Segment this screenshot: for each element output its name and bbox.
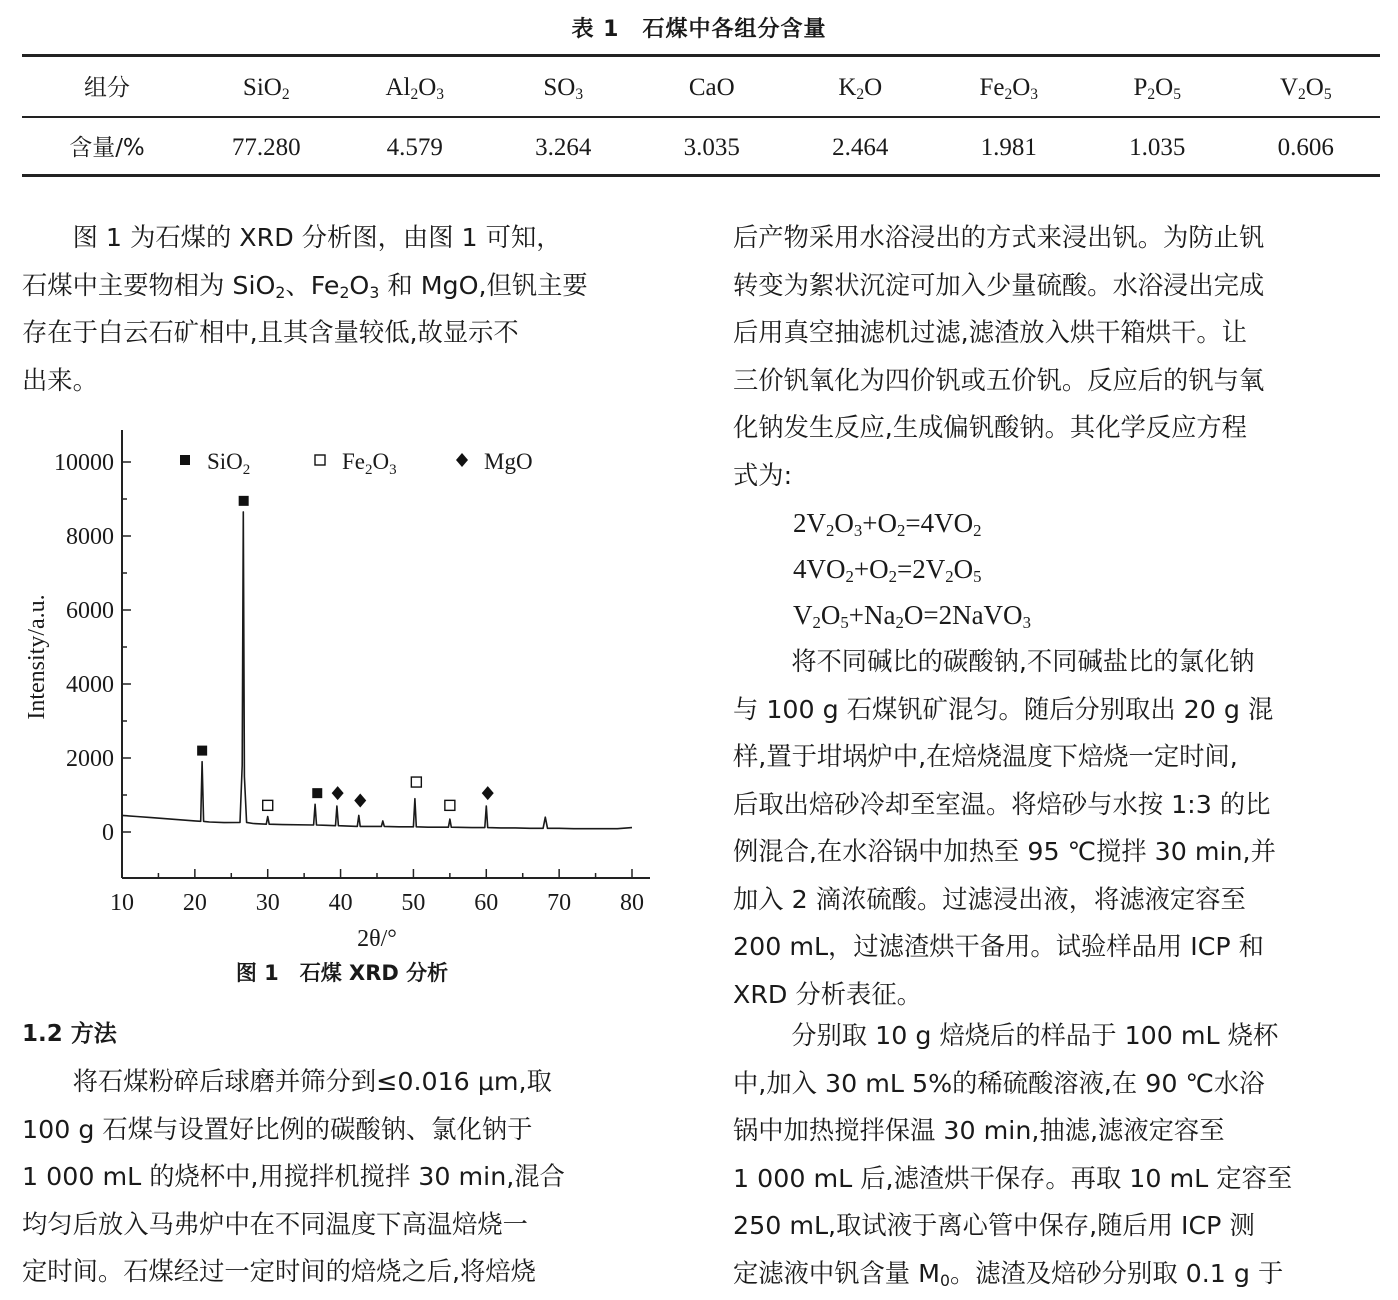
text-line: 后用真空抽滤机过滤,滤渣放入烘干箱烘干。让: [733, 318, 1247, 347]
table-col-label: $Al_2O_3$: [385, 74, 445, 103]
peak-marker: [263, 800, 273, 810]
table-bottom-rule: [22, 174, 1380, 177]
equation-2: $4VO_2+O_2=2V_2O_5$: [793, 554, 982, 587]
table-header-row: [22, 68, 1380, 108]
y-tick-label: 0: [102, 820, 114, 846]
peak-marker: [482, 786, 494, 800]
y-axis-label: Intensity/a.u.: [24, 594, 50, 720]
y-tick-label: 8000: [66, 524, 114, 550]
text-line: 存在于白云石矿相中,且其含量较低,故显示不: [22, 318, 519, 347]
x-axis-label: 2θ/°: [357, 926, 397, 950]
text-line: 定滤液中钒含量 $M_0$。滤渣及焙砂分别取 0.1 g 于: [733, 1258, 1284, 1290]
table-top-rule: [22, 54, 1380, 57]
table-cell-value: 4.579: [386, 134, 443, 161]
legend-marker: [456, 453, 468, 467]
table-col-label: $SO_3$: [543, 74, 584, 103]
legend-marker: [315, 455, 325, 465]
peak-marker: [445, 800, 455, 810]
table-cell-value: 0.606: [1277, 134, 1334, 161]
legend-marker: [180, 455, 190, 465]
table-cell-value: 3.264: [535, 134, 592, 161]
text-line: 化钠发生反应,生成偏钒酸钠。其化学反应方程: [733, 413, 1247, 442]
peak-marker: [312, 788, 322, 798]
table-row-header: 组分: [84, 75, 130, 101]
text-line: 出来。: [22, 365, 98, 395]
text-line: 石煤中主要物相为 SiO$_2$、$Fe_2O_3$ 和 MgO,但钒主要: [22, 270, 588, 302]
x-tick-label: 50: [401, 890, 426, 916]
text-line: 200 mL，过滤渣烘干备用。试验样品用 ICP 和: [733, 932, 1264, 961]
text-line: 将不同碱比的碳酸钠,不同碱盐比的氯化钠: [791, 647, 1255, 676]
table-row-header: 含量/%: [69, 135, 145, 161]
right-paragraph-3: [733, 1012, 1381, 1297]
text-line: 例混合,在水浴锅中加热至 95 ℃搅拌 30 min,并: [733, 837, 1276, 866]
peak-marker: [332, 786, 344, 800]
table-col-label: $V_2O_5$: [1279, 74, 1332, 103]
right-paragraph-1: [733, 214, 1381, 499]
text-line: 样,置于坩埚炉中,在焙烧温度下焙烧一定时间,: [733, 742, 1238, 771]
intro-paragraph: [22, 214, 662, 404]
table-cell-value: 1.035: [1129, 134, 1186, 161]
text-line: 锅中加热搅拌保温 30 min,抽滤,滤液定容至: [733, 1116, 1225, 1145]
table-col-label: SiO$_2$: [242, 74, 290, 103]
right-paragraph-2: [733, 638, 1381, 1018]
text-line: 均匀后放入马弗炉中在不同温度下高温焙烧一: [22, 1209, 528, 1239]
xrd-chart: [0, 400, 680, 950]
method-paragraph: [22, 1058, 662, 1296]
x-tick-label: 20: [182, 890, 207, 916]
table-mid-rule: [22, 116, 1380, 118]
x-tick-label: 10: [110, 890, 134, 916]
text-line: 定时间。石煤经过一定时间的焙烧之后,将焙烧: [22, 1257, 536, 1286]
table-cell-value: 3.035: [683, 134, 740, 161]
y-tick-label: 4000: [66, 672, 114, 698]
y-tick-label: 10000: [54, 450, 114, 476]
peak-marker: [197, 746, 207, 756]
table-cell-value: 1.981: [980, 134, 1037, 161]
text-line: 加入 2 滴浓硫酸。过滤浸出液，将滤液定容至: [733, 884, 1246, 914]
table-value-row: [22, 128, 1380, 168]
text-line: 图 1 为石煤的 XRD 分析图，由图 1 可知，: [72, 223, 562, 252]
x-tick-label: 70: [547, 890, 572, 916]
equation-1: $2V_2O_3+O_2=4VO_2$: [793, 508, 982, 541]
section-heading: 1.2 方法: [22, 1021, 117, 1047]
table-title: 表 1 石煤中各组分含量: [571, 17, 827, 42]
text-line: XRD 分析表征。: [733, 979, 922, 1009]
text-line: 中,加入 30 mL 5%的稀硫酸溶液,在 90 ℃水浴: [733, 1068, 1265, 1098]
peak-marker: [411, 777, 421, 787]
equation-3: $V_2O_5+Na_2O=2NaVO_3$: [793, 600, 1031, 633]
text-line: 后取出焙砂冷却至室温。将焙砂与水按 1:3 的比: [733, 789, 1271, 819]
peak-marker: [239, 496, 249, 506]
table-cell-value: 2.464: [832, 134, 889, 161]
y-tick-label: 2000: [66, 746, 114, 772]
legend-label: MgO: [484, 449, 533, 474]
legend-label: $Fe_2O_3$: [342, 449, 397, 478]
text-line: 1 000 mL 的烧杯中,用搅拌机搅拌 30 min,混合: [22, 1162, 565, 1191]
table-col-label: $Fe_2O_3$: [979, 74, 1039, 103]
text-line: 三价钒氧化为四价钒或五价钒。反应后的钒与氧: [733, 365, 1265, 395]
xrd-series-line: [122, 512, 632, 829]
text-line: 分别取 10 g 焙烧后的样品于 100 mL 烧杯: [791, 1021, 1279, 1050]
peak-marker: [354, 794, 366, 808]
y-tick-label: 6000: [66, 598, 114, 624]
table-cell-value: 77.280: [231, 134, 301, 161]
text-line: 转变为絮状沉淀可加入少量硫酸。水浴浸出完成: [733, 270, 1265, 300]
text-line: 式为:: [733, 460, 793, 490]
table-col-label: CaO: [688, 74, 735, 101]
text-line: 后产物采用水浴浸出的方式来浸出钒。为防止钒: [733, 223, 1265, 252]
text-line: 将石煤粉碎后球磨并筛分到≤0.016 μm,取: [72, 1067, 552, 1096]
table-col-label: $P_2O_5$: [1133, 74, 1181, 103]
x-tick-label: 80: [620, 890, 644, 916]
text-line: 100 g 石煤与设置好比例的碳酸钠、氯化钠于: [22, 1114, 533, 1144]
x-tick-label: 60: [474, 890, 499, 916]
text-line: 与 100 g 石煤钒矿混匀。随后分别取出 20 g 混: [733, 694, 1274, 724]
text-line: 1 000 mL 后,滤渣烘干保存。再取 10 mL 定容至: [733, 1163, 1293, 1193]
figure-caption: 图 1 石煤 XRD 分析: [235, 961, 449, 985]
table-col-label: $K_2O$: [838, 74, 883, 103]
x-tick-label: 40: [328, 890, 353, 916]
x-tick-label: 30: [255, 890, 280, 916]
legend-label: SiO$_2$: [207, 449, 251, 478]
text-line: 250 mL,取试液于离心管中保存,随后用 ICP 测: [733, 1211, 1255, 1240]
